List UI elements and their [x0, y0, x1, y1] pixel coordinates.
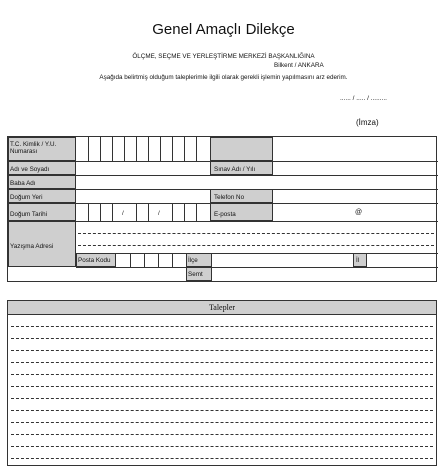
- request-line[interactable]: [11, 410, 433, 411]
- date-line[interactable]: ...... / ..... / .........: [340, 95, 387, 102]
- city-label: İl: [356, 257, 360, 264]
- neighborhood-label: Semt: [188, 271, 203, 278]
- address-label: Yazışma Adresi: [10, 243, 54, 250]
- blank-label-cell: [210, 137, 273, 161]
- father-label: Baba Adı: [10, 180, 36, 187]
- request-line[interactable]: [11, 374, 433, 375]
- phone-label: Telefon No: [214, 194, 245, 201]
- date-separator-2: /: [158, 210, 160, 217]
- request-line[interactable]: [11, 362, 433, 363]
- request-line[interactable]: [11, 422, 433, 423]
- request-line[interactable]: [11, 434, 433, 435]
- at-sign: @: [355, 209, 363, 216]
- birthdate-label: Doğum Tarihi: [10, 211, 47, 218]
- postal-label: Posta Kodu: [78, 257, 111, 264]
- document-title: Genel Amaçlı Dilekçe: [152, 21, 295, 38]
- signature-label: (İmza): [356, 118, 379, 127]
- requests-heading: Talepler: [8, 301, 436, 315]
- request-line[interactable]: [11, 326, 433, 327]
- requests-section: [7, 300, 437, 466]
- request-line[interactable]: [11, 458, 433, 459]
- district-label: İlçe: [188, 257, 198, 264]
- request-line[interactable]: [11, 338, 433, 339]
- location-line: Bilkent / ANKARA: [274, 62, 324, 69]
- email-label: E-posta: [214, 211, 236, 218]
- tc-label: T.C. Kimlik / Y.U. Numarası: [10, 141, 57, 155]
- address-line-2[interactable]: [78, 245, 434, 246]
- address-line-1[interactable]: [78, 233, 434, 234]
- institution-line: ÖLÇME, SEÇME VE YERLEŞTİRME MERKEZİ BAŞKANLIĞINA: [132, 53, 315, 60]
- birthplace-label: Doğum Yeri: [10, 194, 43, 201]
- request-line[interactable]: [11, 398, 433, 399]
- request-sentence: Aşağıda belirtmiş olduğum taleplerimle ilgili olarak gerekli işlemin yapılmasını arz ederim.: [99, 74, 348, 81]
- request-line[interactable]: [11, 446, 433, 447]
- request-line[interactable]: [11, 350, 433, 351]
- date-separator-1: /: [122, 210, 124, 217]
- personal-info-form: [7, 136, 437, 282]
- request-line[interactable]: [11, 386, 433, 387]
- exam-label: Sınav Adı / Yılı: [214, 166, 256, 173]
- name-label: Adı ve Soyadı: [10, 166, 50, 173]
